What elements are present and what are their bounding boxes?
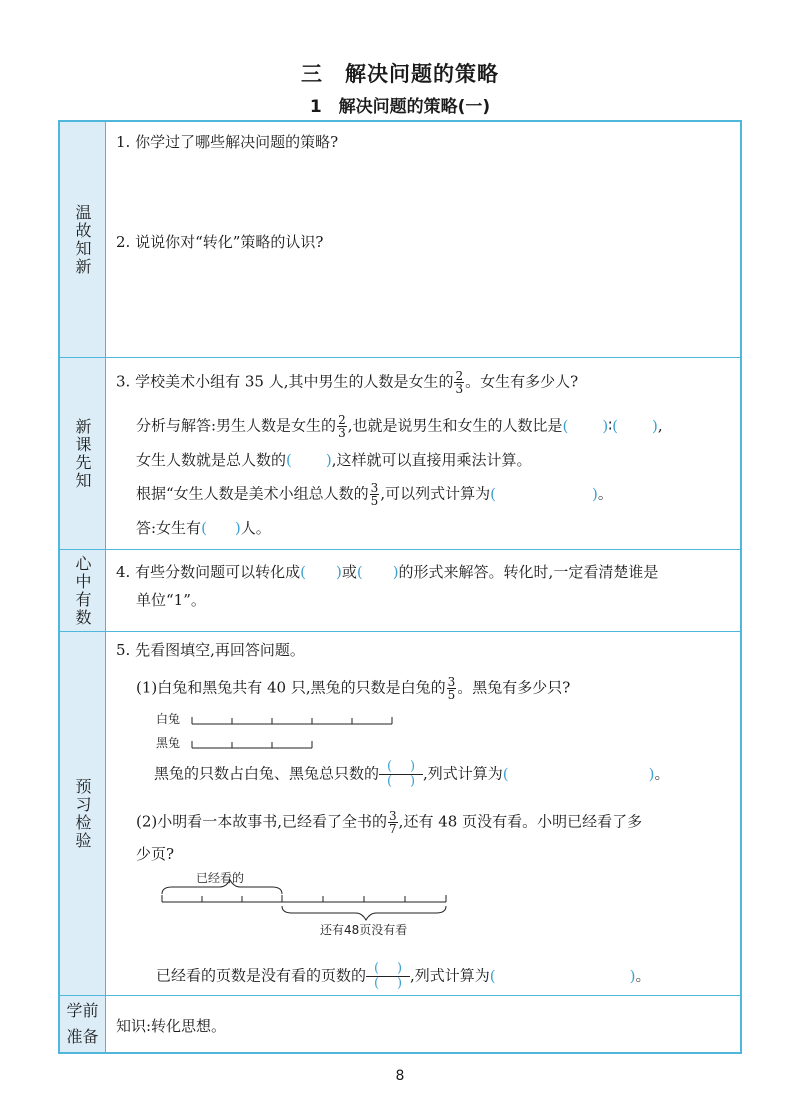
fraction-blank[interactable]: ( ) ( )	[366, 962, 410, 991]
section-label: 新课先知	[60, 358, 106, 549]
answer-blank[interactable]: ( )	[490, 484, 598, 503]
white-rabbit-label: 白兔	[156, 712, 181, 726]
lesson-title: 1 解决问题的策略(一)	[309, 97, 491, 117]
question-5: 5. 先看图填空,再回答问题。	[116, 641, 305, 659]
page-number: 8	[395, 1068, 405, 1084]
problem-1-fill: 黑兔的只数占白兔、黑兔总只数的 ( ) ( ) ,列式计算为( )。	[154, 759, 670, 789]
black-rabbit-bar	[192, 741, 312, 748]
section-review	[60, 122, 740, 358]
rabbit-bar-diagram	[156, 708, 416, 754]
fraction: $\frac{3}{5}$	[370, 481, 379, 508]
problem-2: (2)小明看一本故事书,已经看了全书的 $\frac{3}{7}$ ,还有 48 页没有看。小明已经看了多	[136, 809, 643, 836]
fraction-blank[interactable]: ( ) ( )	[379, 760, 423, 789]
unread-brace	[282, 906, 446, 920]
fraction: $\frac{3}{7}$	[389, 809, 397, 836]
problem-1: (1)白兔和黑兔共有 40 只,黑兔的只数是白兔的 $\frac{3}{5}$ 。黑兔有多少只?	[136, 675, 571, 702]
answer-blank[interactable]: ( )	[300, 563, 342, 581]
section-label: 学前准备	[60, 996, 106, 1052]
question-2: 2. 说说你对“转化”策略的认识?	[116, 233, 324, 251]
answer-blank[interactable]: ( )	[201, 519, 241, 537]
question-4: 4. 有些分数问题可以转化成( )或( )的形式来解答。转化时,一定看清楚谁是	[116, 563, 659, 581]
question-1: 1. 你学过了哪些解决问题的策略?	[116, 133, 339, 151]
section-label: 温故知新	[60, 122, 106, 357]
answer-blank[interactable]: ( )	[286, 451, 332, 469]
answer-blank[interactable]: ( )	[356, 563, 399, 581]
question-3: 3. 学校美术小组有 35 人,其中男生的人数是女生的 $\frac{2}{3}$ 。女生有多少人?	[116, 369, 579, 396]
fraction: $\frac{3}{5}$	[447, 675, 456, 702]
answer-blank[interactable]: ( )	[612, 416, 658, 435]
analysis-line: 分析与解答:男生人数是女生的 $\frac{2}{3}$ ,也就是说男生和女生的人数比是( )∶( ),	[136, 413, 663, 440]
problem-2-cont: 少页?	[136, 845, 175, 863]
answer-blank[interactable]: ( )	[562, 416, 609, 435]
knowledge-note: 知识:转化思想。	[116, 1017, 227, 1035]
problem-2-fill: 已经看的页数是没有看的页数的 ( ) ( ) ,列式计算为( )。	[156, 961, 651, 991]
basis-line: 根据“女生人数是美术小组总人数的 $\frac{3}{5}$ ,可以列式计算为( )。	[136, 481, 613, 508]
answer-blank[interactable]: ( )	[489, 966, 636, 985]
worksheet-table	[58, 120, 742, 1054]
section-prep	[60, 996, 740, 1052]
read-pages-label: 已经看的	[196, 871, 245, 885]
answer-line: 答:女生有( )人。	[136, 519, 271, 537]
black-rabbit-label: 黑兔	[156, 736, 181, 750]
book-bar-diagram	[160, 868, 460, 938]
section-label: 心中有数	[60, 550, 106, 631]
answer-blank[interactable]: ( )	[502, 764, 655, 783]
fraction: $\frac{2}{3}$	[338, 413, 346, 440]
section-key-point	[60, 550, 740, 632]
section-label: 预习检验	[60, 632, 106, 995]
unread-pages-label: 还有48页没有看	[320, 923, 408, 937]
section-preview	[60, 632, 740, 996]
fraction: $\frac{2}{3}$	[455, 369, 464, 396]
book-bar	[162, 895, 446, 902]
white-rabbit-bar	[192, 717, 392, 724]
question-4-cont: 单位“1”。	[136, 591, 206, 609]
analysis-line-2: 女生人数就是总人数的( ),这样就可以直接用乘法计算。	[136, 451, 532, 469]
section-new-lesson	[60, 358, 740, 550]
chapter-title: 三 解决问题的策略	[301, 62, 499, 86]
